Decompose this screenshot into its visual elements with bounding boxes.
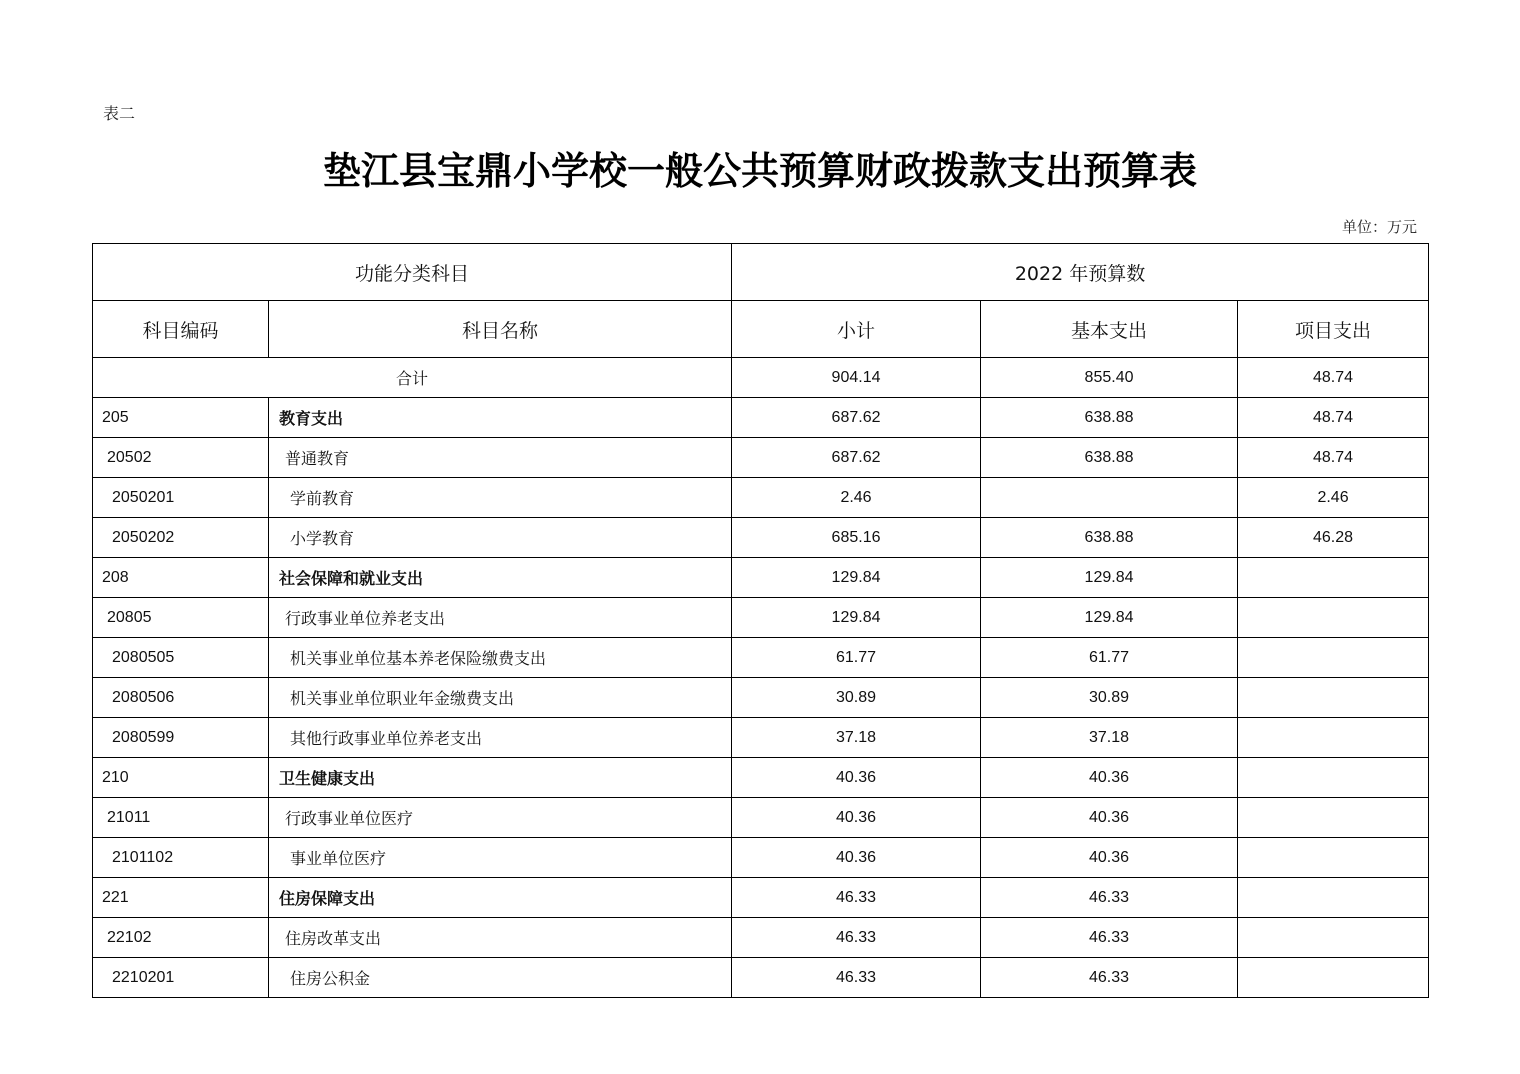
row-code: 2080599 (93, 718, 269, 758)
row-basic-expenditure: 638.88 (981, 518, 1238, 558)
table-number-label: 表二 (103, 104, 136, 123)
header-name: 科目名称 (269, 301, 732, 358)
row-project-expenditure (1238, 958, 1429, 998)
row-code: 2101102 (93, 838, 269, 878)
header-group-row (93, 244, 1429, 301)
row-name: 卫生健康支出 (269, 758, 732, 798)
row-code: 2080505 (93, 638, 269, 678)
row-subtotal: 30.89 (732, 678, 981, 718)
row-basic-expenditure: 638.88 (981, 398, 1238, 438)
row-name: 机关事业单位基本养老保险缴费支出 (269, 638, 732, 678)
row-subtotal: 2.46 (732, 478, 981, 518)
row-basic-expenditure: 40.36 (981, 798, 1238, 838)
row-subtotal: 40.36 (732, 798, 981, 838)
row-project-expenditure: 48.74 (1238, 398, 1429, 438)
row-basic-expenditure: 40.36 (981, 758, 1238, 798)
row-code: 2050202 (93, 518, 269, 558)
row-subtotal: 687.62 (732, 398, 981, 438)
row-project-expenditure (1238, 838, 1429, 878)
row-project-expenditure (1238, 918, 1429, 958)
row-code: 2210201 (93, 958, 269, 998)
row-name: 住房公积金 (269, 958, 732, 998)
row-subtotal: 46.33 (732, 918, 981, 958)
row-project-expenditure (1238, 878, 1429, 918)
row-code: 221 (93, 878, 269, 918)
row-subtotal: 129.84 (732, 598, 981, 638)
row-project-expenditure (1238, 678, 1429, 718)
table-row (93, 958, 1429, 998)
row-name: 社会保障和就业支出 (269, 558, 732, 598)
row-subtotal: 40.36 (732, 758, 981, 798)
row-name: 教育支出 (269, 398, 732, 438)
row-name: 小学教育 (269, 518, 732, 558)
row-code: 210 (93, 758, 269, 798)
row-subtotal: 61.77 (732, 638, 981, 678)
row-subtotal: 129.84 (732, 558, 981, 598)
table-row (93, 398, 1429, 438)
row-code: 2080506 (93, 678, 269, 718)
row-subtotal: 46.33 (732, 958, 981, 998)
header-subtotal: 小计 (732, 301, 981, 358)
row-basic-expenditure: 46.33 (981, 918, 1238, 958)
table-row (93, 798, 1429, 838)
row-project-expenditure: 48.74 (1238, 438, 1429, 478)
table-row (93, 438, 1429, 478)
row-basic-expenditure: 61.77 (981, 638, 1238, 678)
table-row (93, 718, 1429, 758)
row-basic-expenditure: 46.33 (981, 878, 1238, 918)
header-basic-expenditure: 基本支出 (981, 301, 1238, 358)
row-code: 208 (93, 558, 269, 598)
row-name: 行政事业单位医疗 (269, 798, 732, 838)
row-subtotal: 46.33 (732, 878, 981, 918)
table-row (93, 598, 1429, 638)
row-project-expenditure: 46.28 (1238, 518, 1429, 558)
row-basic-expenditure: 37.18 (981, 718, 1238, 758)
table-row (93, 638, 1429, 678)
row-project-expenditure (1238, 598, 1429, 638)
row-subtotal: 40.36 (732, 838, 981, 878)
row-basic-expenditure: 46.33 (981, 958, 1238, 998)
row-code: 20502 (93, 438, 269, 478)
table-row (93, 678, 1429, 718)
row-basic-expenditure: 129.84 (981, 598, 1238, 638)
header-functional-classification: 功能分类科目 (93, 244, 732, 301)
row-code: 21011 (93, 798, 269, 838)
row-basic-expenditure: 129.84 (981, 558, 1238, 598)
document-title: 垫江县宝鼎小学校一般公共预算财政拨款支出预算表 (322, 148, 1197, 193)
row-basic-expenditure: 638.88 (981, 438, 1238, 478)
budget-table (92, 243, 1429, 998)
header-column-row (93, 301, 1429, 358)
total-subtotal: 904.14 (732, 358, 981, 398)
table-row (93, 878, 1429, 918)
row-subtotal: 687.62 (732, 438, 981, 478)
row-project-expenditure (1238, 638, 1429, 678)
header-code: 科目编码 (93, 301, 269, 358)
row-code: 22102 (93, 918, 269, 958)
row-code: 205 (93, 398, 269, 438)
table-row (93, 758, 1429, 798)
row-project-expenditure: 2.46 (1238, 478, 1429, 518)
row-project-expenditure (1238, 718, 1429, 758)
row-subtotal: 37.18 (732, 718, 981, 758)
row-name: 事业单位医疗 (269, 838, 732, 878)
row-basic-expenditure: 30.89 (981, 678, 1238, 718)
table-row (93, 918, 1429, 958)
row-project-expenditure (1238, 558, 1429, 598)
row-project-expenditure (1238, 758, 1429, 798)
row-basic-expenditure (981, 478, 1238, 518)
total-basic: 855.40 (981, 358, 1238, 398)
row-name: 普通教育 (269, 438, 732, 478)
header-budget-year: 2022 年预算数 (732, 244, 1429, 301)
row-subtotal: 685.16 (732, 518, 981, 558)
total-project: 48.74 (1238, 358, 1429, 398)
table-row (93, 838, 1429, 878)
table-row (93, 518, 1429, 558)
row-name: 住房保障支出 (269, 878, 732, 918)
row-name: 其他行政事业单位养老支出 (269, 718, 732, 758)
row-project-expenditure (1238, 798, 1429, 838)
table-row (93, 558, 1429, 598)
total-label: 合计 (93, 358, 732, 398)
table-row (93, 478, 1429, 518)
row-basic-expenditure: 40.36 (981, 838, 1238, 878)
row-name: 行政事业单位养老支出 (269, 598, 732, 638)
unit-label: 单位：万元 (1341, 218, 1417, 236)
header-project-expenditure: 项目支出 (1238, 301, 1429, 358)
total-row (93, 358, 1429, 398)
row-name: 机关事业单位职业年金缴费支出 (269, 678, 732, 718)
row-code: 2050201 (93, 478, 269, 518)
row-name: 学前教育 (269, 478, 732, 518)
row-name: 住房改革支出 (269, 918, 732, 958)
row-code: 20805 (93, 598, 269, 638)
